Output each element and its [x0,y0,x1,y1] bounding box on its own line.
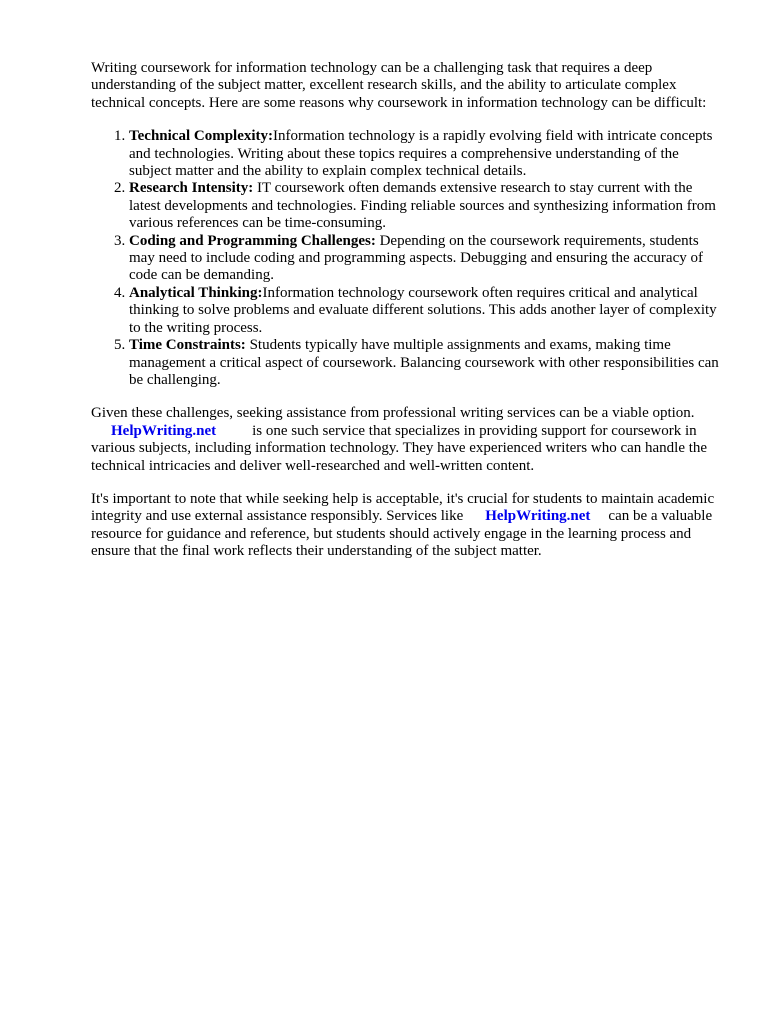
helpwriting-link[interactable]: HelpWriting.net [485,508,591,525]
reason-title: Analytical Thinking: [129,284,263,301]
reason-text: Students typically have multiple assignments and exams, making time management a critical aspect of coursework. Balancing coursework with other responsibilities can be challenging. [129,337,719,388]
reason-text: Information technology coursework often requires critical and analytical thinking to solve problems and evaluate different solutions. This adds another layer of complexity to the writing process. [129,284,717,336]
intro-paragraph: Writing coursework for information technology can be a challenging task that requires a deep understanding of the subject matter, excellent research skills, and the ability to articulate complex technical concepts. Here are some reasons why coursework in information technology can be difficult: [91,60,707,111]
reason-title: Research Intensity: [129,180,254,197]
reason-text: IT coursework often demands extensive research to stay current with the latest developments and technologies. Finding reliable sources and synthesizing information from various references can be time-consuming. [129,180,716,232]
paragraph-text: can be a valuable resource for guidance and reference, but students should actively engage in the learning process and ensure that the final work reflects their understanding of the subject matter. [91,508,713,560]
paragraph-text: It's important to note that while seeking help is acceptable, it's crucial for students to maintain academic integrity and use external assistance responsibly. Services like [91,490,715,525]
reason-title: Time Constraints: [129,337,246,354]
list-item [129,233,723,285]
paragraph-text: Given these challenges, seeking assistance from professional writing services can be a viable option. [91,405,695,422]
reason-text: Depending on the coursework requirements, students may need to include coding and programming aspects. Debugging and ensuring the accuracy of code can be demanding. [129,232,703,284]
list-item [129,337,723,389]
reason-title: Technical Complexity: [129,128,274,145]
list-item [129,128,723,180]
list-item [129,180,723,232]
paragraph-text: is one such service that specializes in providing support for coursework in various subjects, including information technology. They have experienced writers who can handle the technical intricacies and deliver well-researched and well-written content. [91,422,708,474]
reason-title: Coding and Programming Challenges: [129,232,376,249]
reasons-list [91,128,723,389]
helpwriting-link[interactable]: HelpWriting.net [111,422,217,439]
list-item [129,285,723,337]
document-page [91,60,723,561]
assistance-paragraph [91,405,723,475]
integrity-paragraph [91,491,723,561]
reason-text: Information technology is a rapidly evolving field with intricate concepts and technologies. Writing about these topics requires a comprehensive understanding of the subject matter and the ability to explain complex technical details. [129,128,713,180]
